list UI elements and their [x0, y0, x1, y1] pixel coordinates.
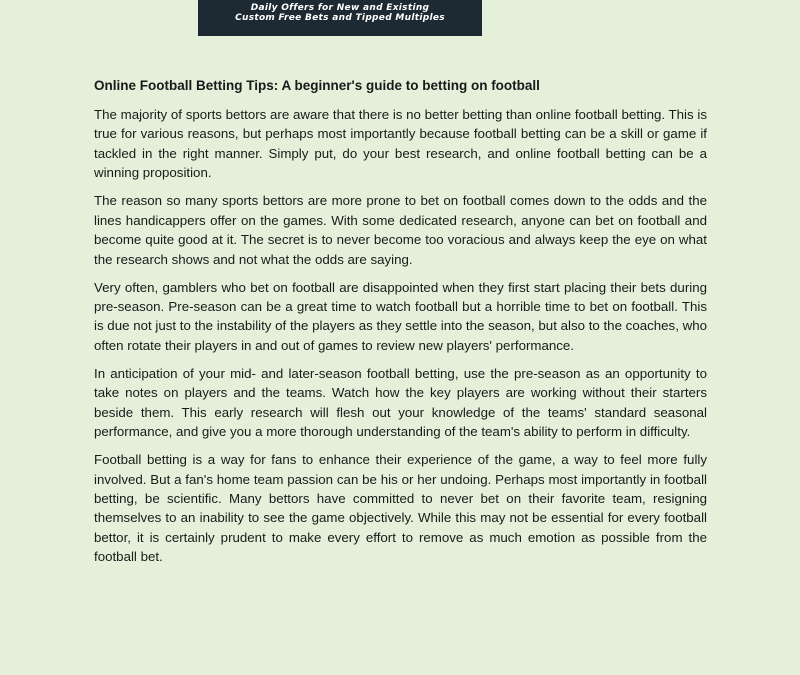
article-paragraph-5: Football betting is a way for fans to enhance their experience of the game, a way to feel more fully involved. But a fan's home team passion can be his or her undoing. Perhaps most importantly in football betting, be scientific. Many bettors have committed to never bet on their favorite team, resigning themselves to an inability to see the game objectively. While this may not be essential for every football bettor, it is certainly prudent to make every effort to remove as much emotion as possible from the football bet. — [94, 452, 707, 565]
banner-line-2: Custom Free Bets and Tipped Multiples — [235, 13, 445, 23]
promo-banner[interactable] — [198, 0, 482, 36]
article-paragraph-1: The majority of sports bettors are aware that there is no better betting than online football betting. This is true for various reasons, but perhaps most importantly because football betting can be a skill or game if tackled in the right manner. Simply put, do your best research, and online football betting can be a winning proposition. — [94, 107, 707, 181]
article-paragraph-2: The reason so many sports bettors are more prone to bet on football comes down to the odds and the lines handicappers offer on the games. With some dedicated research, anyone can bet on football and become quite good at it. The secret is to never become too voracious and always keep the eye on what the research shows and not what the odds are saying. — [94, 193, 707, 267]
article-title: Online Football Betting Tips: A beginner's guide to betting on football — [94, 78, 540, 93]
article-paragraph-4: In anticipation of your mid- and later-season football betting, use the pre-season as an opportunity to take notes on players and the teams. Watch how the key players are working without their starters beside them. This early research will flesh out your knowledge of the teams' standard seasonal performance, and give you a more thorough understanding of the team's ability to perform in difficulty. — [94, 365, 707, 440]
article-paragraph-3: Very often, gamblers who bet on football are disappointed when they first start placing their bets during pre-season. Pre-season can be a great time to watch football but a horrible time to bet on football. This is due not just to the instability of the players as they settle into the season, but also to the coaches, who often rotate their players in and out of games to review new players' performance. — [94, 279, 707, 353]
article — [94, 76, 707, 575]
banner-line-1: Daily Offers for New and Existing — [250, 3, 430, 13]
